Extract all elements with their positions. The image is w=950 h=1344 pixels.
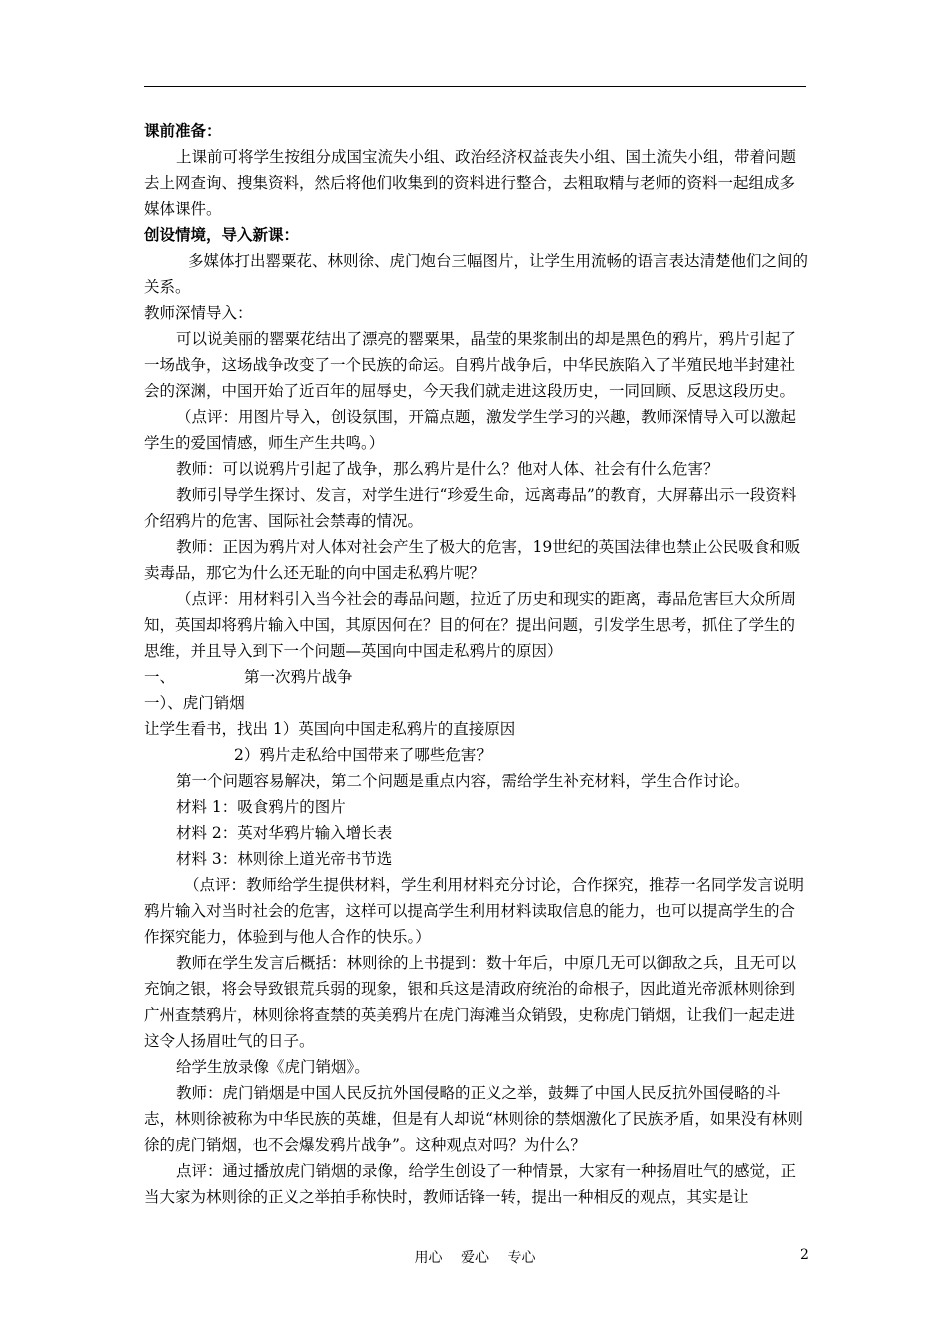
footer-motto: 用心 爱心 专心: [414, 1250, 536, 1266]
paragraph: （点评：用材料引入当今社会的毒品问题，拉近了历史和现实的距离，毒品危害巨大众所周知，英国却将鸦片输入中国，其原因何在？目的何在？提出问题，引发学生思考，抓住了学生的思维，并且导入到下一个问题—英国向中国走私鸦片的原因）: [144, 590, 797, 660]
paragraph: 教师深情导入：: [144, 304, 253, 322]
heading-introduction: 创设情境，导入新课：: [144, 225, 300, 244]
paragraph: （点评：用图片导入，创设氛围，开篇点题，激发学生学习的兴趣，教师深情导入可以激起学生的爱国情感，师生产生共鸣。）: [144, 408, 797, 452]
paragraph: 教师引导学生探讨、发言，对学生进行“珍爱生命，远离毒品”的教育，大屏幕出示一段资料介绍鸦片的危害、国际社会禁毒的情况。: [144, 486, 797, 530]
paragraph: 可以说美丽的罂粟花结出了漂亮的罂粟果，晶莹的果浆制出的却是黑色的鸦片，鸦片引起了一场战争，这场战争改变了一个民族的命运。自鸦片战争后，中华民族陷入了半殖民地半封建社会的深渊，中国开始了近百年的屈辱史，今天我们就走进这段历史，一同回顾、反思这段历史。: [144, 330, 797, 400]
page-number: 2: [800, 1247, 809, 1263]
material-item: 材料 3：林则徐上道光帝书节选: [176, 850, 393, 868]
paragraph: 第一个问题容易解决，第二个问题是重点内容，需给学生补充材料，学生合作讨论。: [176, 772, 750, 790]
paragraph: （点评：教师给学生提供材料，学生利用材料充分讨论，合作探究，推荐一名同学发言说明鸦片输入对当时社会的危害，这样可以提高学生利用材料读取信息的能力，也可以提高学生的合作探究能力，体验到与他人合作的快乐。）: [144, 876, 805, 946]
heading-preparation: 课前准备：: [144, 121, 222, 140]
material-item: 材料 2：英对华鸦片输入增长表: [176, 824, 393, 842]
paragraph: 2）鸦片走私给中国带来了哪些危害？: [234, 746, 492, 764]
paragraph: 教师：虎门销烟是中国人民反抗外国侵略的正义之举，鼓舞了中国人民反抗外国侵略的斗志，林则徐被称为中华民族的英雄，但是有人却说“林则徐的禁烟激化了民族矛盾，如果没有林则徐的虎门销烟，也不会爆发鸦片战争”。这种观点对吗？为什么？: [144, 1084, 803, 1154]
paragraph: 让学生看书，找出 1）英国向中国走私鸦片的直接原因: [144, 720, 516, 738]
paragraph: 教师在学生发言后概括：林则徐的上书提到：数十年后，中原几无可以御敌之兵，且无可以充饷之银，将会导致银荒兵弱的现象，银和兵这是清政府统治的命根子，因此道光帝派林则徐到广州查禁鸦片，林则徐将查禁的英美鸦片在虎门海滩当众销毁，史称虎门销烟，让我们一起走进这令人扬眉吐气的日子。: [144, 954, 797, 1050]
material-item: 材料 1：吸食鸦片的图片: [176, 798, 346, 816]
paragraph: 上课前可将学生按组分成国宝流失小组、政治经济权益丧失小组、国土流失小组，带着问题去上网查询、搜集资料，然后将他们收集到的资料进行整合，去粗取精与老师的资料一起组成多媒体课件。: [144, 148, 797, 218]
document-body: [144, 118, 808, 1210]
subsection-heading: 一）、虎门销烟: [144, 694, 245, 712]
section-title: 第一次鸦片战争: [244, 668, 353, 686]
header-rule: [144, 86, 806, 87]
paragraph: 教师：正因为鸦片对人体对社会产生了极大的危害，19世纪的英国法律也禁止公民吸食和贩卖毒品，那它为什么还无耻的向中国走私鸦片呢？: [144, 538, 801, 582]
section-number: 一、: [144, 668, 176, 686]
section-heading: [144, 664, 808, 690]
paragraph: 点评：通过播放虎门销烟的录像，给学生创设了一种情景，大家有一种扬眉吐气的感觉，正当大家为林则徐的正义之举拍手称快时，教师话锋一转，提出一种相反的观点，其实是让: [144, 1162, 797, 1206]
paragraph: 多媒体打出罂粟花、林则徐、虎门炮台三幅图片，让学生用流畅的语言表达清楚他们之间的关系。: [144, 252, 809, 296]
paragraph: 教师：可以说鸦片引起了战争，那么鸦片是什么？他对人体、社会有什么危害？: [176, 460, 719, 478]
paragraph: 给学生放录像《虎门销烟》。: [176, 1058, 370, 1076]
